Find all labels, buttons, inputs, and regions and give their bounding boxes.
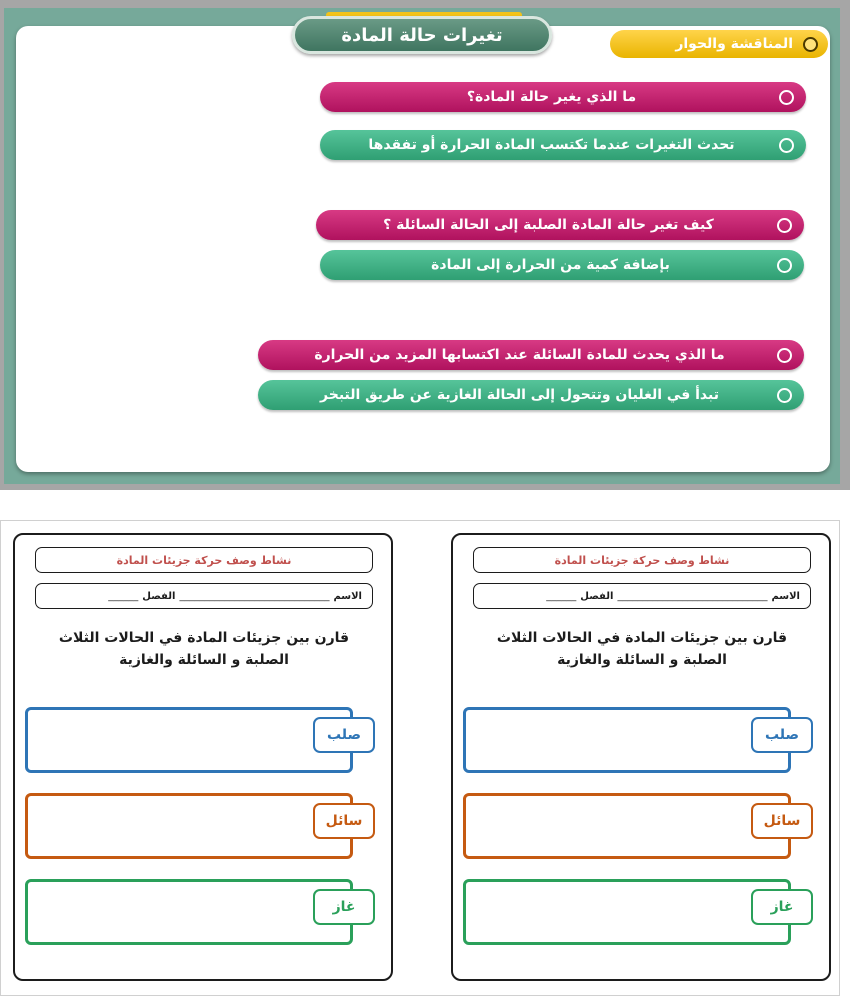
prompt-line: قارن بين جزيئات المادة في الحالات الثلاث	[496, 630, 788, 646]
gas-label: غاز	[770, 899, 794, 915]
name-blank: ______________________________	[179, 590, 330, 602]
worksheet-title: نشاط وصف حركة جزيئات المادة	[35, 547, 373, 573]
question-text: ما الذي يحدث للمادة السائلة عند اكتسابها المزيد من الحرارة	[314, 347, 725, 363]
slide-title-text: تغيرات حالة المادة	[341, 24, 503, 46]
prompt-line: الصلبة و السائلة والغازية	[557, 652, 727, 668]
circle-bullet-icon	[779, 90, 794, 105]
answer-item	[258, 380, 804, 410]
question-text: ما الذي يغير حالة المادة؟	[466, 89, 637, 105]
liquid-tag	[313, 803, 375, 839]
class-blank: ______	[108, 590, 139, 602]
question-text: كيف تغير حالة المادة الصلبة إلى الحالة السائلة ؟	[383, 217, 714, 233]
circle-bullet-icon	[777, 218, 792, 233]
name-class-field	[473, 583, 811, 609]
worksheets-area	[0, 520, 840, 996]
worksheet-prompt	[25, 627, 383, 671]
answer-item	[320, 130, 806, 160]
answer-text: تبدأ في الغليان وتتحول إلى الحالة الغازية عن طريق التبخر	[320, 387, 719, 403]
name-blank: ______________________________	[617, 590, 768, 602]
question-item	[320, 82, 806, 112]
slide-background	[0, 0, 850, 490]
prompt-line: الصلبة و السائلة والغازية	[119, 652, 289, 668]
class-blank: ______	[546, 590, 577, 602]
liquid-answer-box	[25, 793, 353, 859]
gas-tag	[313, 889, 375, 925]
circle-bullet-icon	[779, 138, 794, 153]
liquid-answer-box	[463, 793, 791, 859]
solid-answer-box	[25, 707, 353, 773]
question-item	[258, 340, 804, 370]
gas-answer-box	[463, 879, 791, 945]
liquid-label: سائل	[325, 813, 363, 829]
name-label: الاسم	[771, 590, 800, 602]
name-label: الاسم	[333, 590, 362, 602]
worksheet-left	[13, 533, 393, 981]
circle-bullet-icon	[803, 37, 818, 52]
answer-text: تحدث التغيرات عندما تكتسب المادة الحرارة أو تفقدها	[368, 137, 735, 153]
worksheet-title: نشاط وصف حركة جزيئات المادة	[473, 547, 811, 573]
solid-tag	[751, 717, 813, 753]
circle-bullet-icon	[777, 388, 792, 403]
gas-tag	[751, 889, 813, 925]
name-class-field	[35, 583, 373, 609]
liquid-tag	[751, 803, 813, 839]
discussion-label: المناقشة والحوار	[675, 36, 793, 52]
class-label: الفصل	[142, 590, 176, 602]
solid-tag	[313, 717, 375, 753]
solid-answer-box	[463, 707, 791, 773]
worksheet-right	[451, 533, 831, 981]
solid-label: صلب	[326, 727, 362, 743]
answer-text: بإضافة كمية من الحرارة إلى المادة	[431, 257, 670, 273]
question-item	[316, 210, 804, 240]
liquid-label: سائل	[763, 813, 801, 829]
slide-title	[292, 16, 552, 54]
class-label: الفصل	[580, 590, 614, 602]
circle-bullet-icon	[777, 348, 792, 363]
worksheet-prompt	[463, 627, 821, 671]
solid-label: صلب	[764, 727, 800, 743]
prompt-line: قارن بين جزيئات المادة في الحالات الثلاث	[58, 630, 350, 646]
circle-bullet-icon	[777, 258, 792, 273]
answer-item	[320, 250, 804, 280]
gas-label: غاز	[332, 899, 356, 915]
discussion-badge	[610, 30, 828, 58]
gas-answer-box	[25, 879, 353, 945]
